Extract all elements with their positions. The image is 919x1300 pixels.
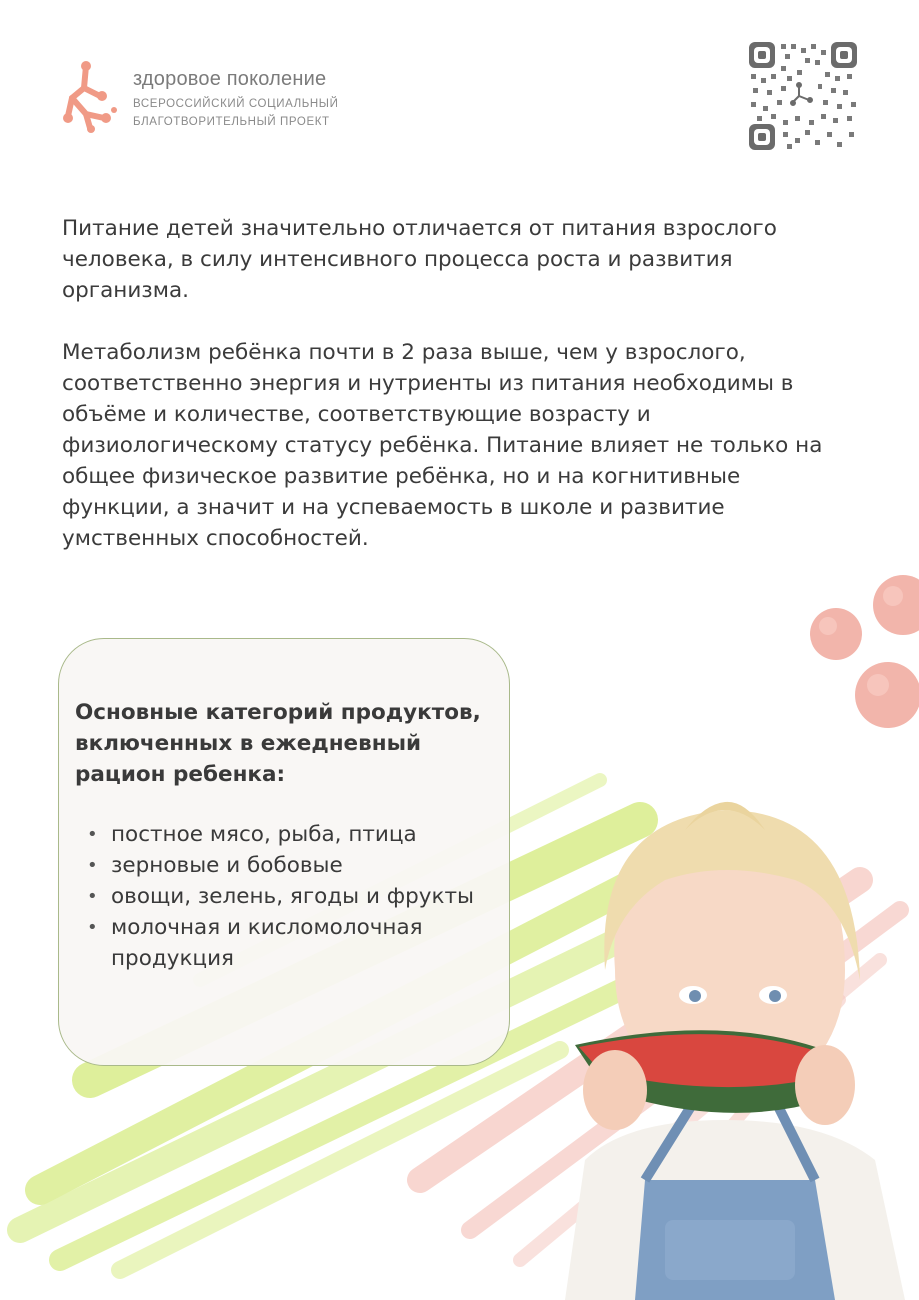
berries (810, 575, 919, 728)
list-item-text: постное мясо, рыба, птица (111, 822, 417, 847)
intro-paragraph-2: Метаболизм ребёнка почти в 2 раза выше, чем у взрослого, соответственно энергия и нутриенты из питания необходимы в объёме и количестве, соответствующие возрасту и физиологическому статусу ребёнка. Питание влияет не только на общее физическое развитие ребёнка, но и на когнитивные функции, а значит и на успеваемость в школе и развитие умственных способностей. (62, 340, 823, 551)
list-item (79, 819, 499, 850)
brand-name: здоровое поколение (133, 68, 327, 90)
bullet-icon: • (87, 824, 98, 845)
product-category-list (79, 819, 499, 974)
list-item (79, 881, 499, 912)
list-item-text: молочная и кисломолочная продукция (111, 915, 423, 971)
list-item (79, 912, 499, 974)
list-item-text: овощи, зелень, ягоды и фрукты (111, 884, 475, 909)
bullet-icon: • (87, 855, 98, 876)
child-eating-watermelon-image (545, 800, 919, 1300)
molecule-logo-icon (60, 58, 122, 134)
brand-subtitle-line1: ВСЕРОССИЙСКИЙ СОЦИАЛЬНЫЙ (133, 98, 339, 110)
brand-subtitle (133, 95, 338, 131)
list-item (79, 850, 499, 881)
brand-block (133, 68, 338, 131)
product-categories-card (58, 638, 510, 1066)
card-title: Основные категорий продуктов, включенных в ежедневный рацион ребенка: (75, 700, 481, 787)
list-item-text: зерновые и бобовые (111, 853, 343, 878)
bullet-icon: • (87, 886, 98, 907)
brand-subtitle-line2: БЛАГОТВОРИТЕЛЬНЫЙ ПРОЕКТ (133, 116, 330, 128)
qr-code-icon[interactable] (747, 40, 859, 152)
bullet-icon: • (87, 917, 98, 938)
header (60, 58, 420, 148)
intro-paragraph-1: Питание детей значительно отличается от питания взрослого человека, в силу интенсивного процесса роста и развития организма. (62, 216, 777, 303)
intro-text (62, 213, 852, 554)
